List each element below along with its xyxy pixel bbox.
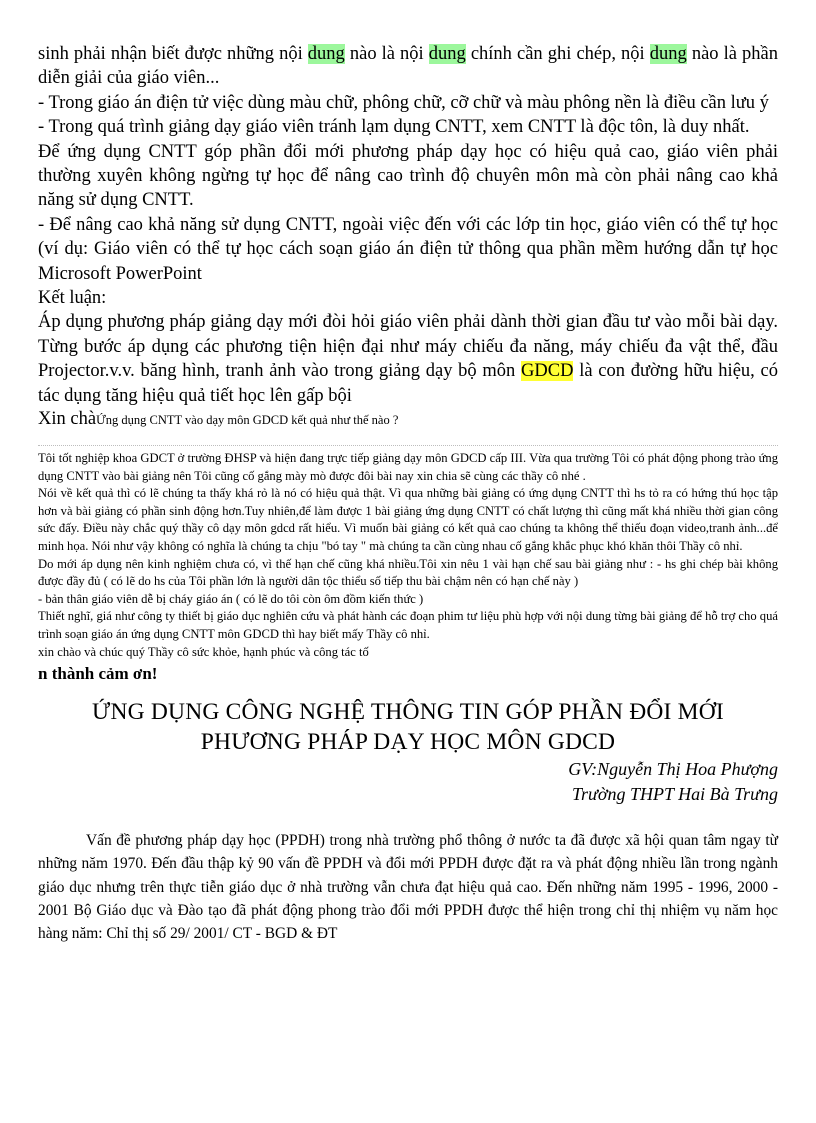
title-line-1: ỨNG DỤNG CÔNG NGHỆ THÔNG TIN GÓP PHẦN ĐỔI MỚI <box>92 699 724 726</box>
school-name: Trường THPT Hai Bà Trưng <box>572 784 778 805</box>
paragraph-color-fonts: - Trong giáo án điện tử việc dùng màu chữ, phông chữ, cỡ chữ và màu phông nền là điều cần lưu ý <box>38 92 769 113</box>
forum-paragraph-2: Nói về kết quả thì có lẽ chúng ta thấy khá rỏ là nó có hiệu quả thật. Vì qua những bài giảng có ứng dụng CNTT thì hs tỏ ra có hứng thú học tập hơn và bài giảng có phần sinh động hơn.Tuy nhiên,để làm được 1 bài giảng ứng dụng CNTT có chất lượng thì cũng mất khá nhiều thời gian công sức đấy. Điều này chắc quý thầy cô dạy môn gdcd rất hiểu. Vì muốn bài giảng có kết quả cao chúng ta không thể thiếu đoạn video,tranh ảnh...để minh họa. Nói như vậy không có nghĩa là chúng ta chịu "bó tay " mà chúng ta cần cùng nhau cố gắng khắc phục khó khăn thôi Thầy cô nhỉ. <box>38 486 778 554</box>
highlight-dung-2: dung <box>428 44 466 64</box>
paragraph-avoid-abuse: - Trong quá trình giảng dạy giáo viên tránh lạm dụng CNTT, xem CNTT là độc tôn, là duy nhất. <box>38 117 750 138</box>
article-body: Vấn đề phương pháp dạy học (PPDH) trong nhà trường phổ thông ở nước ta đã được xã hội quan tâm ngay từ những năm 1970. Đến đầu thập kỷ 90 vấn đề PPDH và đổi mới PPDH được đặt ra và phát động nhiều lần trong ngành giáo dục nhưng trên thực tiễn giáo dục ở nhà trường vẫn chưa đạt hiệu quả cao. Đến những năm 1995 - 1996, 2000 - 2001 Bộ Giáo dục và Đào tạo đã phát động phong trào đổi mới PPDH được thể hiện trong chỉ thị nhiệm vụ năm học hàng năm: Chỉ thị số 29/ 2001/ CT - BGD & ĐT <box>38 832 778 943</box>
heading-conclusion: Kết luận: <box>38 288 107 309</box>
text-run: nào là phần diễn giải của giáo viên... <box>38 44 778 89</box>
text-run: là con đường hữu hiệu, có tác dụng tăng hiệu quả tiết học lên gấp bội <box>38 361 778 406</box>
forum-paragraph-6: xin chào và chúc quý Thầy cô sức khỏe, hạnh phúc và công tác tố <box>38 644 369 659</box>
paragraph-self-study: Để ứng dụng CNTT góp phần đổi mới phương pháp dạy học có hiệu quả cao, giáo viên phải thường xuyên không ngừng tự học để nâng cao trình độ chuyên môn mà còn phải nâng cao khả năng sử dụng CNTT. <box>38 141 778 211</box>
highlight-gdcd: GDCD <box>521 361 574 382</box>
forum-paragraph-5: Thiết nghĩ, giá như công ty thiết bị giáo dục nghiên cứu và phát hành các đoạn phim tư liệu phù hợp với nội dung từng bài giảng để hỗ trợ cho quá trình soạn giáo án ứng dụng CNTT môn GDCD thì hay biết mấy Thầy cô nhỉ. <box>38 609 778 642</box>
text-run: sinh phải nhận biết được những nội <box>38 44 308 64</box>
paragraph-intro <box>38 42 778 91</box>
author-name: GV:Nguyễn Thị Hoa Phượng <box>568 759 778 780</box>
highlight-dung-3: dung <box>649 44 687 64</box>
text-run: chính cần ghi chép, nội <box>465 44 650 64</box>
forum-paragraph-1: Tôi tốt nghiệp khoa GDCT ở trường ĐHSP và hiện đang trực tiếp giảng dạy môn GDCD cấp III. Vừa qua trường Tôi có phát động phong trào ứng dụng CNTT vào bài giảng nên Tôi cũng cố gắng mày mò được đôi bài nay xin chia sẽ cùng các thầy cô nhé . <box>38 451 778 483</box>
forum-paragraph-3: Do mới áp dụng nên kinh nghiệm chưa có, vì thế hạn chế cũng khá nhiều.Tôi xin nêu 1 vài hạn chế sau bài giảng như : - hs ghi chép bài không được đầy đủ ( có lẽ do hs của Tôi phần lớn là người dân tộc thiểu số tiếp thu bài chậm nên có hạn chế này ) <box>38 556 778 589</box>
text-run: Áp dụng phương pháp giảng dạy mới đòi hỏi giáo viên phải dành thời gian đầu tư vào mỗi bài dạy. Từng bước áp dụng các phương tiện hiện đại như máy chiếu đa năng, máy chiếu đa vật thể, đầu Projector.v.v. băng hình, tranh ảnh vào trong giảng dạy bộ môn <box>38 312 778 382</box>
forum-question: Ứng dụng CNTT vào dạy môn GDCD kết quả như thế nào ? <box>96 413 399 428</box>
paragraph-conclusion <box>38 310 778 408</box>
text-run: nào là nội <box>344 44 429 64</box>
forum-paragraph-4: - bản thân giáo viên dễ bị cháy giáo án ( có lẽ do tôi còn ôm đồm kiến thức ) <box>38 591 424 606</box>
highlight-dung-1: dung <box>307 44 345 64</box>
document-page <box>38 42 778 945</box>
paragraph-improve-skills: - Để nâng cao khả năng sử dụng CNTT, ngoài việc đến với các lớp tin học, giáo viên có thể tự học (ví dụ: Giáo viên có thể tự học cách soạn giáo án điện tử thông qua phần mềm hướng dẫn tự học Microsoft PowerPoint <box>38 214 778 284</box>
text-run: Xin chà <box>38 409 97 430</box>
dotted-separator <box>38 445 778 446</box>
xin-chao-line <box>38 408 778 431</box>
title-line-2: PHƯƠNG PHÁP DẠY HỌC MÔN GDCD <box>200 729 616 756</box>
thanks-line: n thành cảm ơn! <box>38 664 158 684</box>
article-title <box>38 697 778 757</box>
